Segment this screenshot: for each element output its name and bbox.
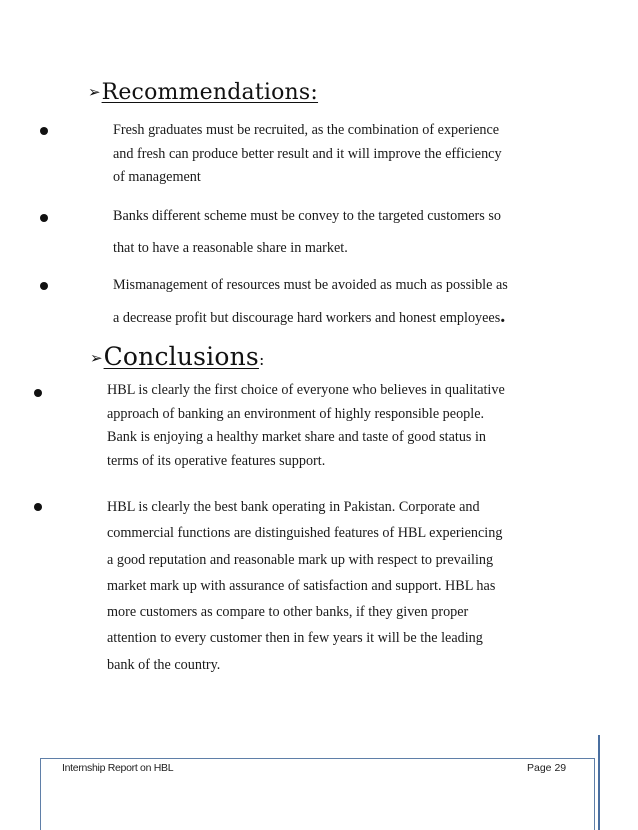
conclusion-item-2: HBL is clearly the best bank operating in Pakistan. Corporate and commercial functions are distinguished features of HBL experiencing a good reputation and reasonable mark up with respect to prevailing market mark up with assurance of satisfaction and support. HBL has more customers as compare to other banks, if they given proper attention to every customer then in few years it will be the leading bank of the country. bbox=[107, 499, 503, 673]
bullet-icon bbox=[40, 127, 48, 135]
recommendation-item-3: Mismanagement of resources must be avoided as much as possible as a decrease profit but discourage hard workers and honest employees. bbox=[113, 277, 508, 327]
bullet-icon bbox=[40, 282, 48, 290]
arrow-bullet-icon: ➢ bbox=[88, 83, 101, 101]
footer-report-title: Internship Report on HBL bbox=[62, 762, 174, 774]
footer-border-left bbox=[40, 758, 41, 830]
footer-divider bbox=[40, 758, 595, 759]
page-edge-border bbox=[598, 735, 600, 830]
recommendation-item-2: Banks different scheme must be convey to the targeted customers so that to have a reasonable share in market. bbox=[113, 208, 501, 256]
bullet-icon bbox=[34, 503, 42, 511]
conclusions-title: Conclusions bbox=[103, 342, 259, 371]
footer-page-number: Page 29 bbox=[527, 762, 567, 774]
footer-border-right bbox=[594, 758, 595, 830]
bullet-icon bbox=[40, 214, 48, 222]
recommendations-title: Recommendations: bbox=[101, 80, 319, 105]
bullet-icon bbox=[34, 389, 42, 397]
arrow-bullet-icon: ➢ bbox=[90, 349, 103, 367]
recommendations-heading bbox=[88, 80, 318, 105]
conclusions-heading: ➢Conclusions: bbox=[90, 342, 265, 371]
recommendation-item-1: Fresh graduates must be recruited, as the combination of experience and fresh can produce better result and it will improve the efficiency of management bbox=[113, 122, 502, 185]
conclusion-item-1: HBL is clearly the first choice of everyone who believes in qualitative approach of banking an environment of highly responsible people. Bank is enjoying a healthy market share and taste of good status in terms of its operative features support. bbox=[107, 382, 505, 469]
